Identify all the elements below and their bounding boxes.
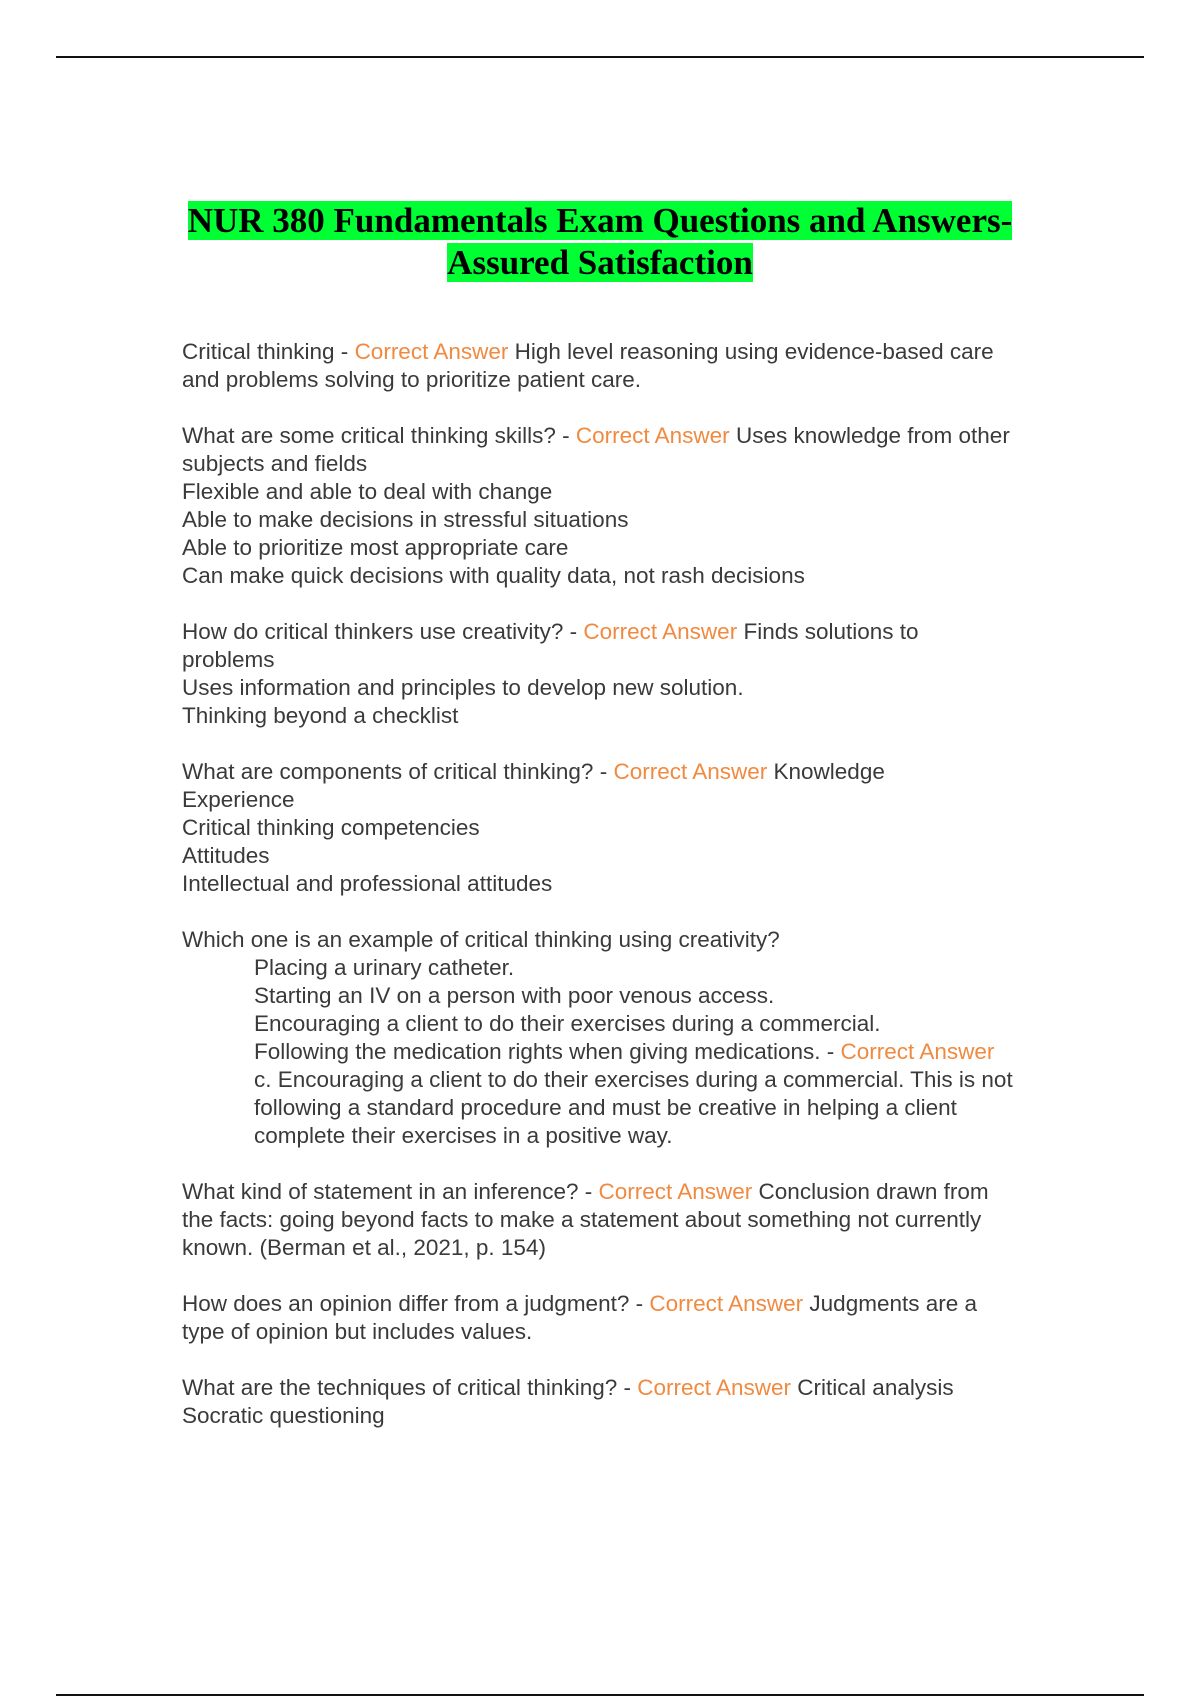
question: Which one is an example of critical thinking using creativity? (182, 927, 780, 952)
answer-text: High level reasoning using evidence-based care (508, 339, 994, 364)
option-d: Following the medication rights when giving medications. - (254, 1039, 841, 1064)
qa-first-line (182, 1178, 1102, 1206)
answer-line: Can make quick decisions with quality data, not rash decisions (182, 563, 805, 588)
answer-line: Socratic questioning (182, 1403, 385, 1428)
qa-item (182, 338, 1102, 394)
qa-item (182, 1178, 1102, 1262)
question: What are the techniques of critical thinking? - (182, 1375, 638, 1400)
question: Critical thinking - (182, 339, 355, 364)
answer-line: Flexible and able to deal with change (182, 479, 553, 504)
qa-item (182, 422, 1102, 590)
option-a: Placing a urinary catheter. (254, 955, 515, 980)
qa-item (182, 926, 1102, 1150)
answer-text: Judgments are a (803, 1291, 978, 1316)
answer-line: Attitudes (182, 843, 270, 868)
answer-line: following a standard procedure and must be creative in helping a client (254, 1095, 957, 1120)
qa-first-line (182, 1290, 1102, 1318)
answer-line: subjects and fields (182, 451, 368, 476)
question: What kind of statement in an inference? - (182, 1179, 599, 1204)
question: What are components of critical thinking? - (182, 759, 614, 784)
answer-line: Intellectual and professional attitudes (182, 871, 553, 896)
qa-list (182, 338, 1102, 1458)
correct-answer-label: Correct Answer (583, 619, 738, 644)
answer-line: the facts: going beyond facts to make a statement about something not currently (182, 1207, 982, 1232)
qa-first-line (182, 422, 1102, 450)
answer-line: c. Encouraging a client to do their exercises during a commercial. This is not (254, 1067, 1013, 1092)
answer-line: Able to prioritize most appropriate care (182, 535, 569, 560)
document-title (60, 200, 1140, 284)
option-c: Encouraging a client to do their exercises during a commercial. (254, 1011, 881, 1036)
option-b: Starting an IV on a person with poor venous access. (254, 983, 775, 1008)
title-line-1: NUR 380 Fundamentals Exam Questions and Answers- (187, 201, 1013, 240)
answer-text: Uses knowledge from other (729, 423, 1010, 448)
qa-first-line (182, 1374, 1102, 1402)
qa-item (182, 758, 1102, 898)
bottom-rule (56, 1694, 1144, 1696)
question: How does an opinion differ from a judgment? - (182, 1291, 650, 1316)
answer-line: Thinking beyond a checklist (182, 703, 459, 728)
correct-answer-label: Correct Answer (354, 339, 509, 364)
correct-answer-label: Correct Answer (649, 1291, 804, 1316)
qa-item (182, 618, 1102, 730)
question: How do critical thinkers use creativity? - (182, 619, 584, 644)
answer-line: type of opinion but includes values. (182, 1319, 533, 1344)
qa-first-line (182, 338, 1102, 366)
correct-answer-label: Correct Answer (598, 1179, 753, 1204)
correct-answer-label: Correct Answer (613, 759, 768, 784)
answer-line: known. (Berman et al., 2021, p. 154) (182, 1235, 546, 1260)
answer-text: Critical analysis (791, 1375, 954, 1400)
option-d-line (182, 1038, 1102, 1066)
answer-line: Critical thinking competencies (182, 815, 480, 840)
question: What are some critical thinking skills? - (182, 423, 576, 448)
answer-text: Conclusion drawn from (752, 1179, 989, 1204)
top-rule (56, 56, 1144, 58)
answer-text: Knowledge (767, 759, 885, 784)
qa-item (182, 1290, 1102, 1346)
qa-first-line (182, 758, 1102, 786)
qa-first-line (182, 618, 1102, 646)
title-line-2: Assured Satisfaction (447, 243, 753, 282)
correct-answer-label: Correct Answer (840, 1039, 995, 1064)
answer-line: Uses information and principles to develop new solution. (182, 675, 744, 700)
correct-answer-label: Correct Answer (637, 1375, 792, 1400)
answer-line: problems (182, 647, 275, 672)
correct-answer-label: Correct Answer (575, 423, 730, 448)
answer-line: complete their exercises in a positive way. (254, 1123, 673, 1148)
answer-line: and problems solving to prioritize patient care. (182, 367, 641, 392)
qa-item (182, 1374, 1102, 1430)
answer-text: Finds solutions to (737, 619, 919, 644)
answer-line: Experience (182, 787, 295, 812)
answer-line: Able to make decisions in stressful situations (182, 507, 629, 532)
